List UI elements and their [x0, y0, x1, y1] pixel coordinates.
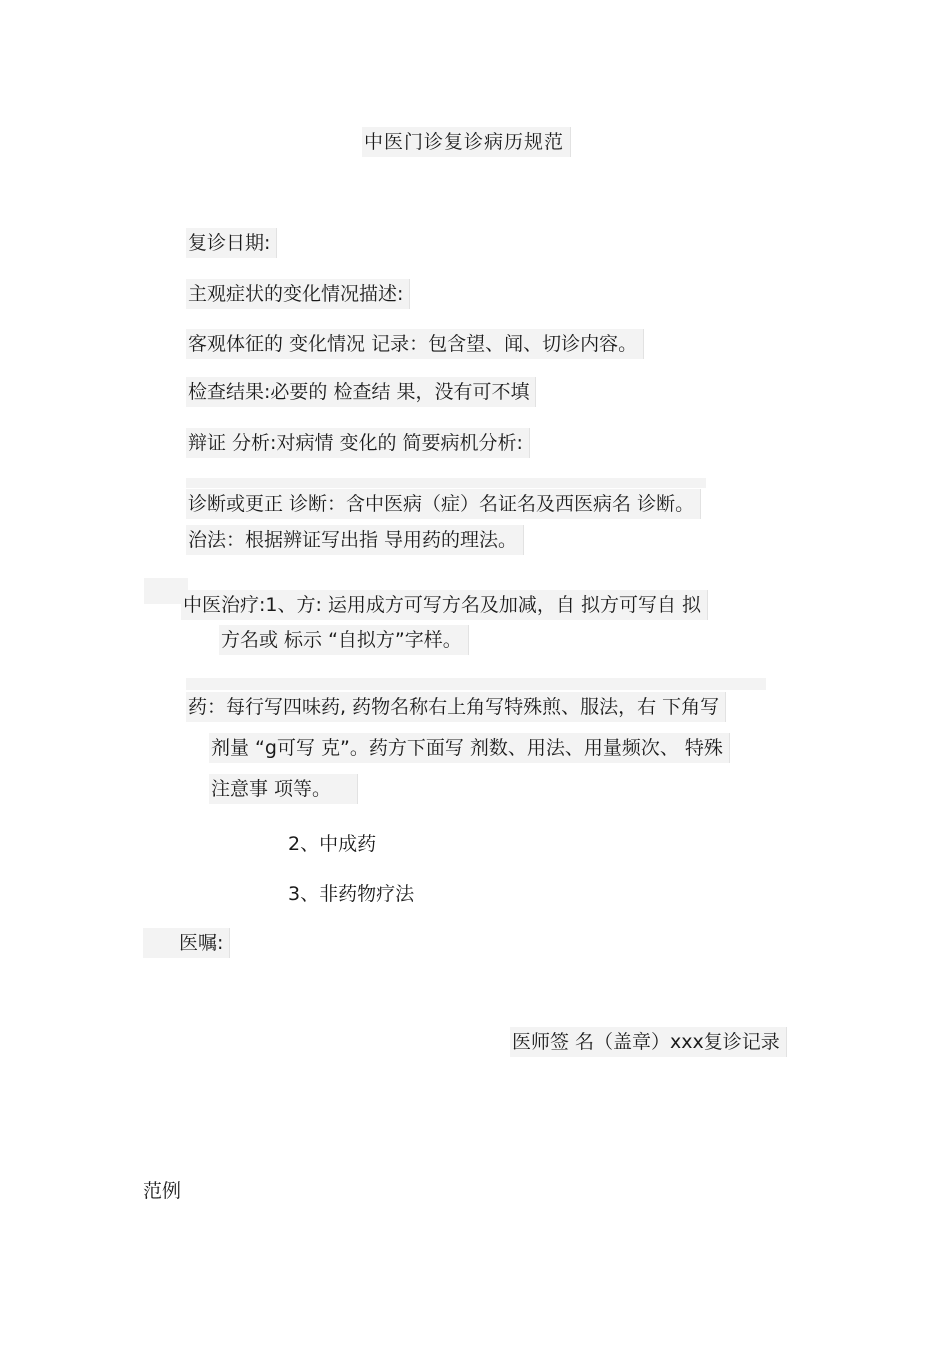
medicine-line-2: 剂量 “g可写 克”。药方下面写 剂数、用法、用量频次、 特殊 — [209, 733, 730, 763]
syndrome-analysis-label: 辩证 分析:对病情 变化的 简要病机分析: — [186, 428, 530, 458]
treatment-method-label: 治法：根据辨证写出指 导用药的理法。 — [186, 525, 524, 555]
diagnosis-label: 诊断或更正 诊断：含中医病（症）名证名及西医病名 诊断。 — [186, 489, 701, 519]
doctor-signature-label: 医师签 名（盖章）xxx复诊记录 — [510, 1027, 787, 1057]
highlight-bar — [186, 678, 766, 690]
document-title: 中医门诊复诊病历规范 — [362, 127, 571, 157]
medicine-line-1: 药：每行写四味药, 药物名称右上角写特殊煎、服法，右 下角写 — [186, 692, 726, 722]
medicine-line-3: 注意事 项等。 — [209, 774, 358, 804]
tcm-treatment-line-2: 方名或 标示 “自拟方”字样。 — [219, 625, 469, 655]
non-drug-therapy-item: 3、非药物疗法 — [288, 883, 415, 905]
visit-date-label: 复诊日期: — [186, 228, 277, 258]
exam-results-label: 检查结果:必要的 检查结 果，没有可不填 — [186, 377, 536, 407]
subjective-symptoms-label: 主观症状的变化情况描述: — [186, 279, 410, 309]
tcm-treatment-line-1: 中医治疗:1、方: 运用成方可写方名及加减，自 拟方可写自 拟 — [181, 590, 708, 620]
objective-signs-label: 客观体征的 变化情况 记录：包含望、闻、切诊内容。 — [186, 329, 644, 359]
example-heading: 范例 — [143, 1180, 182, 1202]
highlight-bar — [186, 478, 706, 488]
patent-medicine-item: 2、中成药 — [288, 833, 377, 855]
doctor-advice-label: 医嘱: — [143, 928, 230, 958]
